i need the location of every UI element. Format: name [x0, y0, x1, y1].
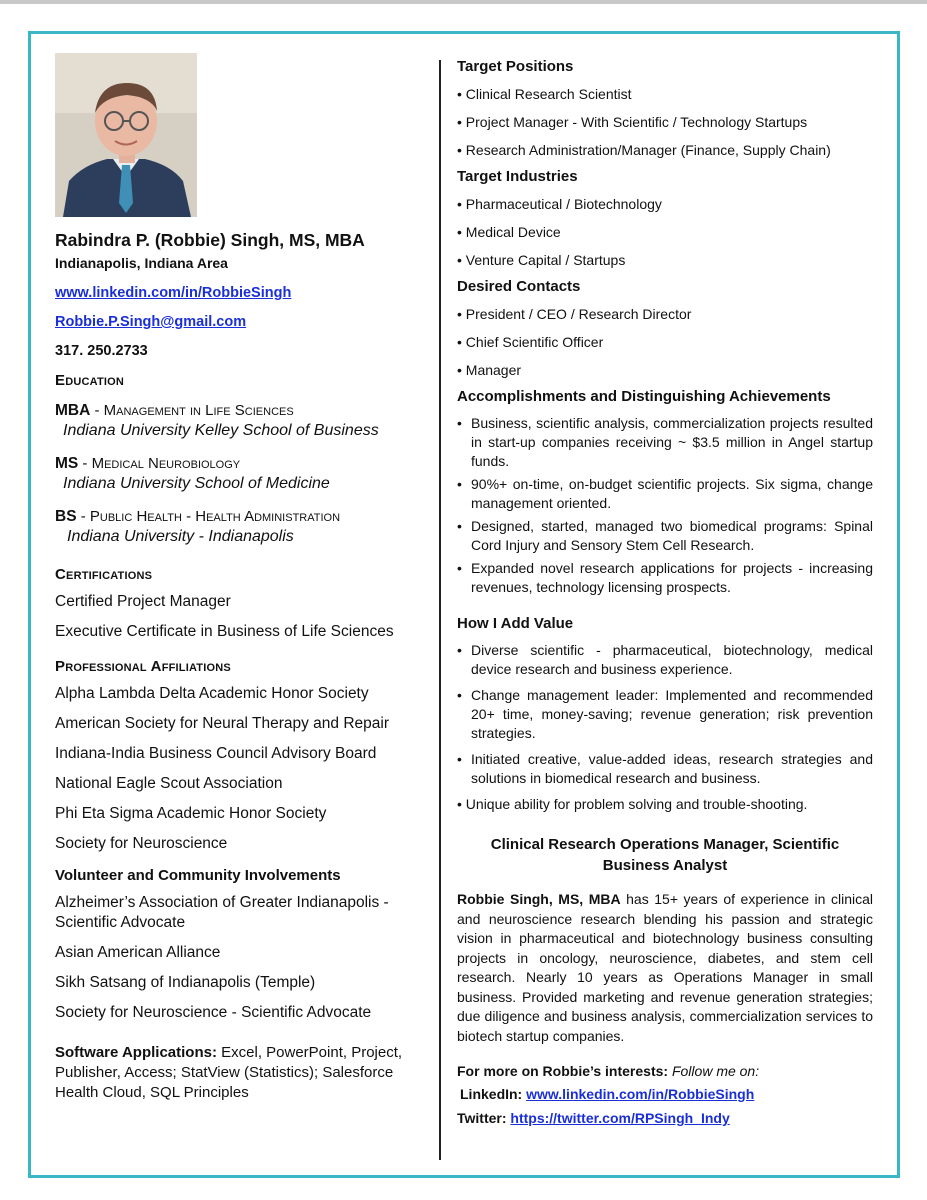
accomplishment-item: • Business, scientific analysis, commercialization projects resulted in start-up companies receiving ~ $3.5 million in Angel startup funds. [457, 414, 873, 471]
degree-abbr: MBA [55, 402, 91, 419]
linkedin-url-link[interactable]: www.linkedin.com/in/RobbieSingh [526, 1086, 755, 1102]
target-position-item: • Project Manager - With Scientific / Technology Startups [457, 114, 808, 130]
volunteer-item: Sikh Satsang of Indianapolis (Temple) [55, 974, 316, 991]
target-position-item: • Clinical Research Scientist [457, 86, 632, 102]
summary-paragraph [457, 890, 873, 1046]
column-divider [439, 60, 441, 1160]
email-link[interactable]: Robbie.P.Singh@gmail.com [55, 314, 247, 330]
accomplishments-heading: Accomplishments and Distinguishing Achievements [457, 388, 831, 405]
desired-contact-item: • President / CEO / Research Director [457, 306, 692, 322]
desired-contact-item: • Manager [457, 362, 522, 378]
desired-contacts-heading: Desired Contacts [457, 278, 581, 295]
affiliations-heading: Professional Affiliations [55, 658, 231, 675]
accomplishment-item: • 90%+ on-time, on-budget scientific projects. Six sigma, change management oriented. [457, 475, 873, 513]
right-column [457, 58, 873, 1126]
software-applications [55, 1043, 425, 1103]
summary-lead: Robbie Singh, MS, MBA [457, 891, 621, 907]
candidate-name: Rabindra P. (Robbie) Singh, MS, MBA [55, 230, 365, 250]
phone-number: 317. 250.2733 [55, 343, 148, 359]
twitter-row [457, 1110, 873, 1126]
degree-field: Medical Neurobiology [91, 455, 241, 472]
degree-sep: - [90, 402, 104, 419]
affiliation-item: Indiana-India Business Council Advisory Board [55, 745, 377, 762]
summary-title [457, 834, 873, 876]
add-value-item: • Unique ability for problem solving and trouble-shooting. [457, 796, 808, 812]
degree-sep: - [76, 508, 90, 525]
degree-school: Indiana University Kelley School of Business [63, 422, 379, 439]
affiliation-item: American Society for Neural Therapy and Repair [55, 715, 389, 732]
degree-abbr: MS [55, 455, 79, 472]
certification-item: Executive Certificate in Business of Life Sciences [55, 623, 394, 640]
certification-item: Certified Project Manager [55, 593, 231, 610]
volunteer-item: Asian American Alliance [55, 944, 221, 961]
degree-mba [55, 401, 425, 442]
add-value-item: • Change management leader: Implemented and recommended 20+ time, money-saving; revenue generation; risk prevention strategies. [457, 686, 873, 743]
degree-sep: - [78, 455, 92, 472]
affiliation-item: National Eagle Scout Association [55, 775, 283, 792]
degree-school: Indiana University School of Medicine [63, 475, 330, 492]
accomplishments-list [457, 414, 873, 597]
top-edge-bar [0, 0, 927, 4]
linkedin-link[interactable]: www.linkedin.com/in/RobbieSingh [55, 285, 292, 301]
profile-photo [55, 53, 197, 217]
degree-abbr: BS [55, 508, 77, 525]
location: Indianapolis, Indiana Area [55, 255, 228, 271]
degree-field: Management in Life Sciences [103, 402, 294, 419]
volunteer-item: Alzheimer’s Association of Greater Indianapolis - Scientific Advocate [55, 894, 389, 931]
degree-school: Indiana University - Indianapolis [67, 528, 294, 545]
target-industry-item: • Medical Device [457, 224, 561, 240]
education-heading: Education [55, 372, 125, 389]
summary-title-line: Clinical Research Operations Manager, Scientific [490, 836, 840, 853]
add-value-item: • Initiated creative, value-added ideas, research strategies and solutions in biomedical research and business. [457, 750, 873, 788]
volunteer-item: Society for Neuroscience - Scientific Advocate [55, 1004, 372, 1021]
degree-field: Public Health - Health Administration [89, 508, 341, 525]
accomplishment-item: • Designed, started, managed two biomedical programs: Spinal Cord Injury and Sensory Stem Cell Research. [457, 517, 873, 555]
affiliation-item: Phi Eta Sigma Academic Honor Society [55, 805, 327, 822]
target-industry-item: • Pharmaceutical / Biotechnology [457, 196, 662, 212]
certifications-heading: Certifications [55, 566, 153, 583]
add-value-list [457, 641, 873, 788]
software-label: Software Applications: [55, 1044, 217, 1061]
affiliation-item: Alpha Lambda Delta Academic Honor Society [55, 685, 369, 702]
desired-contact-item: • Chief Scientific Officer [457, 334, 604, 350]
degree-ms [55, 454, 425, 495]
target-industries-heading: Target Industries [457, 168, 578, 185]
follow-label: For more on Robbie’s interests: [457, 1063, 669, 1079]
left-column [55, 53, 425, 1103]
follow-text: Follow me on: [668, 1063, 760, 1079]
add-value-heading: How I Add Value [457, 615, 574, 632]
summary-body: has 15+ years of experience in clinical and neuroscience research blending his passion and strategic vision in pharmaceutical and biotechnology business consulting projects in oncology, neuroscience, diabetes, and stem cell research. Nearly 10 years as Operations Manager in small business. Provided marketing and revenue generation strategies; due diligence and business analysis, commercialization services to biotech startup companies. [457, 891, 874, 1044]
target-positions-heading: Target Positions [457, 58, 574, 75]
summary-title-line: Business Analyst [602, 857, 728, 874]
accomplishment-item: • Expanded novel research applications for projects - increasing revenues, technology licensing prospects. [457, 559, 873, 597]
target-position-item: • Research Administration/Manager (Finance, Supply Chain) [457, 142, 831, 158]
twitter-url-link[interactable]: https://twitter.com/RPSingh_Indy [510, 1110, 730, 1126]
volunteer-heading: Volunteer and Community Involvements [55, 867, 341, 884]
twitter-label: Twitter: [457, 1110, 507, 1126]
target-industry-item: • Venture Capital / Startups [457, 252, 626, 268]
linkedin-label: LinkedIn: [460, 1086, 523, 1102]
follow-line [457, 1063, 873, 1079]
software-text: Excel, PowerPoint, Project, Publisher, Access; StatView (Statistics); Salesforce Health Cloud, SQL Principles [55, 1044, 403, 1101]
linkedin-row [457, 1086, 873, 1102]
degree-bs [55, 507, 425, 548]
add-value-item: • Diverse scientific - pharmaceutical, biotechnology, medical device research and business experience. [457, 641, 873, 679]
affiliation-item: Society for Neuroscience [55, 835, 228, 852]
